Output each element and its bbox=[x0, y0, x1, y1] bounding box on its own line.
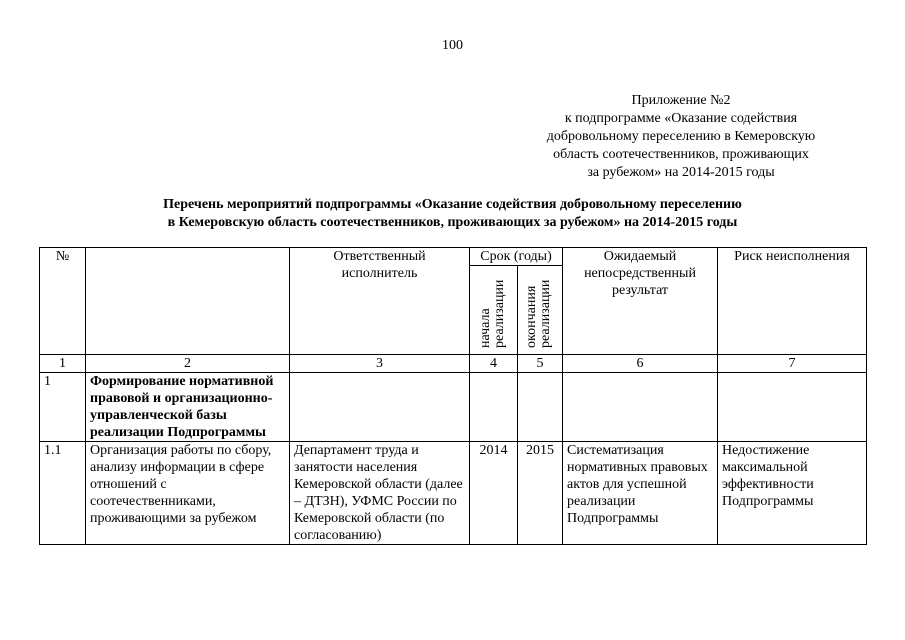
document-title bbox=[30, 196, 875, 232]
column-number-row bbox=[40, 355, 867, 373]
appendix-note bbox=[520, 92, 842, 182]
table-row bbox=[40, 442, 867, 545]
measures-table bbox=[39, 247, 867, 545]
appendix-line: к подпрограмме «Оказание содействия bbox=[564, 111, 798, 126]
column-number: 4 bbox=[470, 355, 518, 373]
header-period: Срок (годы) bbox=[470, 248, 563, 266]
row-result bbox=[563, 373, 718, 442]
appendix-line: область соотечественников, проживающих bbox=[553, 147, 809, 162]
header-result: Ожидаемый непосредственный результат bbox=[563, 248, 718, 355]
row-risk bbox=[718, 373, 867, 442]
column-number: 3 bbox=[290, 355, 470, 373]
header-start-cell bbox=[470, 266, 518, 355]
row-executor: Департамент труда и занятости населения Кемеровской области (далее – ДТЗН), УФМС России по Кемеровской области (по согласованию) bbox=[290, 442, 470, 545]
header-end: окончания реализации bbox=[524, 279, 553, 348]
column-number: 2 bbox=[86, 355, 290, 373]
header-risk: Риск неисполнения bbox=[718, 248, 867, 355]
header-row bbox=[40, 248, 867, 266]
title-line: в Кемеровскую область соотечественников, проживающих за рубежом» на 2014-2015 годы bbox=[167, 215, 738, 230]
row-name: Организация работы по сбору, анализу информации в сфере отношений с соотечественниками, проживающими за рубежом bbox=[86, 442, 290, 545]
header-name bbox=[86, 248, 290, 355]
header-executor: Ответственный исполнитель bbox=[290, 248, 470, 355]
row-name: Формирование нормативной правовой и организационно-управленческой базы реализации Подпрограммы bbox=[86, 373, 290, 442]
appendix-line: Приложение №2 bbox=[631, 93, 731, 108]
header-end-cell bbox=[518, 266, 563, 355]
row-end: 2015 bbox=[518, 442, 563, 545]
header-num: № bbox=[40, 248, 86, 355]
row-risk: Недостижение максимальной эффективности Подпрограммы bbox=[718, 442, 867, 545]
title-line: Перечень мероприятий подпрограммы «Оказание содействия добровольному переселению bbox=[163, 197, 742, 212]
row-start: 2014 bbox=[470, 442, 518, 545]
row-executor bbox=[290, 373, 470, 442]
appendix-line: добровольному переселению в Кемеровскую bbox=[546, 129, 816, 144]
row-num: 1.1 bbox=[40, 442, 86, 545]
row-result: Систематизация нормативных правовых актов для успешной реализации Подпрограммы bbox=[563, 442, 718, 545]
row-num: 1 bbox=[40, 373, 86, 442]
row-start bbox=[470, 373, 518, 442]
appendix-line: за рубежом» на 2014-2015 годы bbox=[587, 165, 775, 180]
column-number: 5 bbox=[518, 355, 563, 373]
page-number: 100 bbox=[442, 38, 463, 53]
header-start: начала реализации bbox=[477, 279, 507, 348]
table-row bbox=[40, 373, 867, 442]
column-number: 1 bbox=[40, 355, 86, 373]
row-end bbox=[518, 373, 563, 442]
column-number: 7 bbox=[718, 355, 867, 373]
column-number: 6 bbox=[563, 355, 718, 373]
